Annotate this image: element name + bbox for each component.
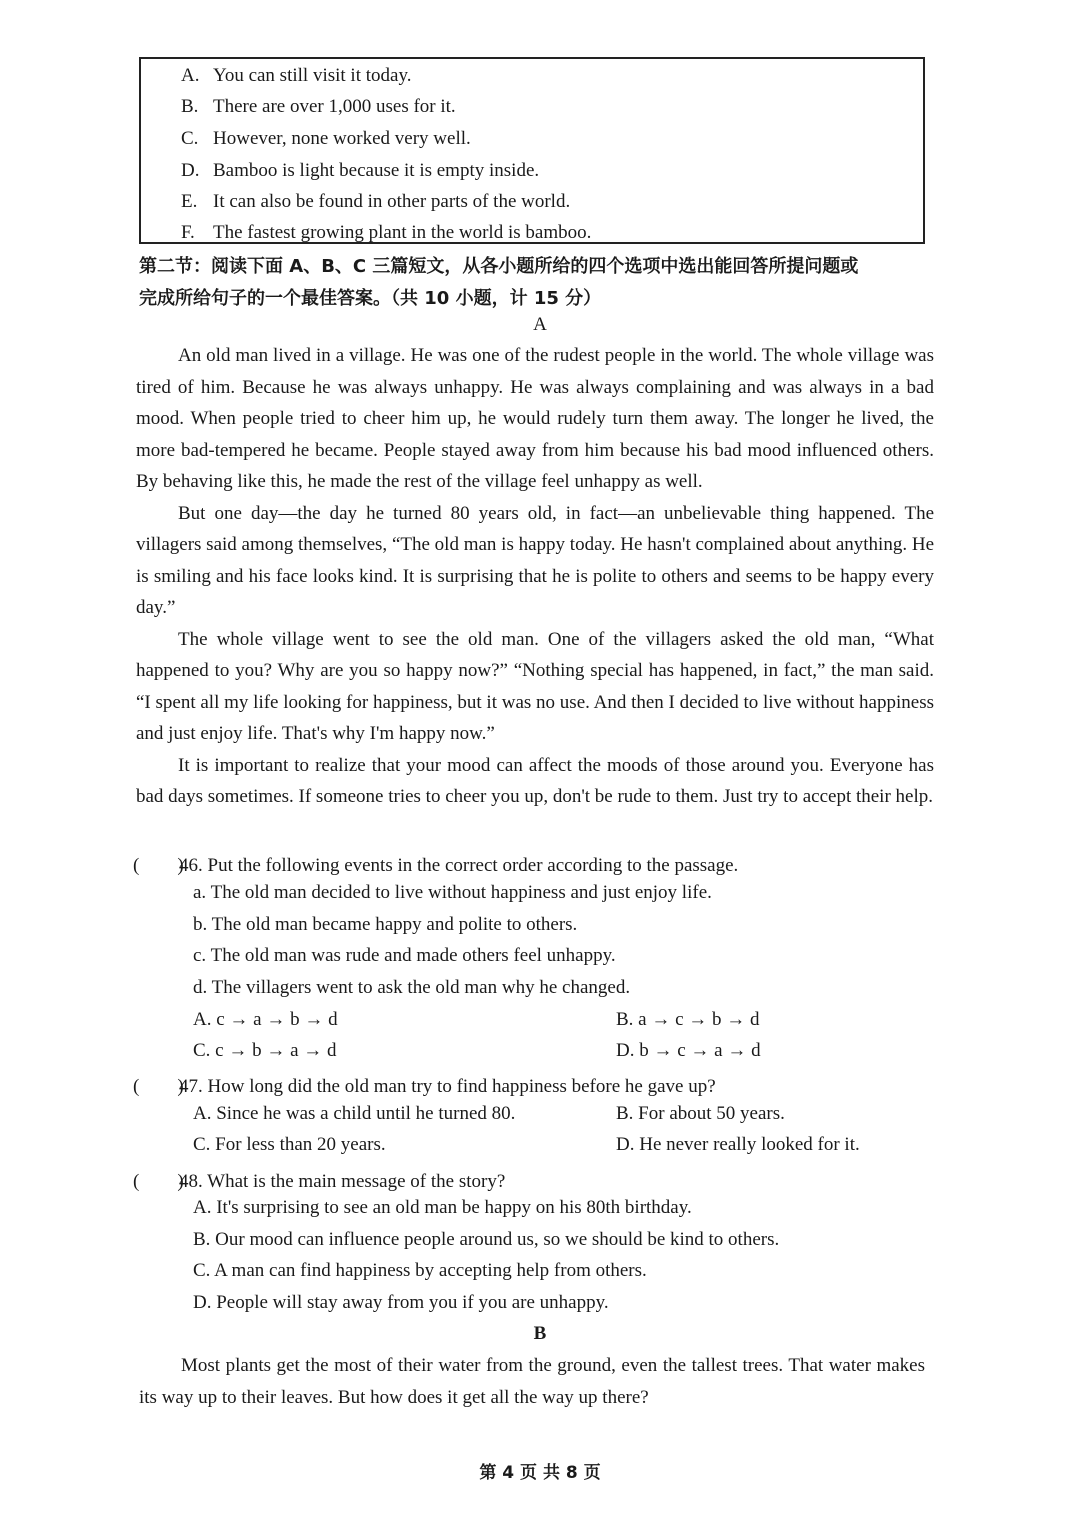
q47-choice-d[interactable]: D. He never really looked for it. — [616, 1134, 860, 1155]
answer-blank[interactable]: ( ) — [133, 1171, 184, 1192]
passage-a-body — [136, 340, 934, 813]
q46-choice-d[interactable]: D. b → c → a → d — [616, 1040, 761, 1061]
q47-choice-c[interactable]: C. For less than 20 years. — [193, 1134, 386, 1155]
q48-choice-d[interactable]: D. People will stay away from you if you are unhappy. — [193, 1292, 609, 1313]
q46-event-a: a. The old man decided to live without happiness and just enjoy life. — [193, 882, 712, 903]
q47-choice-a[interactable]: A. Since he was a child until he turned 80. — [193, 1103, 516, 1124]
q46-event-b: b. The old man became happy and polite to others. — [193, 914, 578, 935]
options-box — [139, 57, 925, 244]
passage-b-heading: B — [533, 1323, 547, 1344]
q48-choice-a[interactable]: A. It's surprising to see an old man be happy on his 80th birthday. — [193, 1197, 692, 1218]
question-46: ( )46. Put the following events in the correct order according to the passage. — [133, 850, 738, 877]
passage-b-body — [139, 1350, 925, 1413]
q46-event-c: c. The old man was rude and made others feel unhappy. — [193, 945, 616, 966]
passage-a-heading: A — [533, 314, 547, 335]
option-d: D. Bamboo is light because it is empty inside. — [181, 160, 540, 181]
q48-choice-c[interactable]: C. A man can find happiness by accepting help from others. — [193, 1260, 647, 1281]
option-f: F. The fastest growing plant in the world is bamboo. — [181, 222, 592, 243]
option-b: B. There are over 1,000 uses for it. — [181, 96, 456, 117]
q48-choice-b[interactable]: B. Our mood can influence people around us, so we should be kind to others. — [193, 1229, 780, 1250]
option-c: C. However, none worked very well. — [181, 128, 471, 149]
q46-event-d: d. The villagers went to ask the old man why he changed. — [193, 977, 631, 998]
page-footer: 第 4 页 共 8 页 — [479, 1463, 601, 1483]
answer-blank[interactable]: ( ) — [133, 1076, 184, 1097]
passage-a-paragraph-1: An old man lived in a village. He was one of the rudest people in the world. The whole village was tired of him. Because he was always unhappy. He was always complaining and was always in a bad mood. When people tried to cheer him up, he would rudely turn them away. The longer he lived, the more bad-tempered he became. People stayed away from him because his bad mood influenced others. By behaving like this, he made the rest of the village feel unhappy as well. — [136, 345, 934, 492]
q46-choice-a[interactable]: A. c → a → b → d — [193, 1009, 338, 1030]
option-e: E. It can also be found in other parts of the world. — [181, 191, 571, 212]
question-48: ( )48. What is the main message of the story? — [133, 1166, 505, 1193]
passage-a-paragraph-3: The whole village went to see the old man. One of the villagers asked the old man, “What happened to you? Why are you so happy now?” “Nothing special has happened, in fact,” the man said. “I spent all my life looking for happiness, but it was no use. And then I decided to live without happiness and just enjoy life. That's why I'm happy now.” — [136, 628, 934, 744]
passage-b-paragraph-1: Most plants get the most of their water from the ground, even the tallest trees. That water makes its way up to their leaves. But how does it get all the way up there? — [139, 1355, 925, 1408]
section-instruction-line2: 完成所给句子的一个最佳答案。（共 10 小题，计 15 分） — [139, 288, 602, 309]
question-47: ( )47. How long did the old man try to find happiness before he gave up? — [133, 1071, 716, 1098]
q46-choice-b[interactable]: B. a → c → b → d — [616, 1009, 760, 1030]
answer-blank[interactable]: ( ) — [133, 855, 184, 876]
section-instruction-line1: 第二节：阅读下面 A、B、C 三篇短文，从各小题所给的四个选项中选出能回答所提问题或 — [139, 256, 859, 277]
q46-choice-c[interactable]: C. c → b → a → d — [193, 1040, 337, 1061]
q47-choice-b[interactable]: B. For about 50 years. — [616, 1103, 785, 1124]
passage-a-paragraph-2: But one day—the day he turned 80 years old, in fact—an unbelievable thing happened. The villagers said among themselves, “The old man is happy today. He hasn't complained about anything. He is smiling and his face looks kind. It is surprising that he is polite to others and seems to be happy every day.” — [136, 502, 934, 618]
option-a: A. You can still visit it today. — [181, 65, 412, 86]
passage-a-paragraph-4: It is important to realize that your mood can affect the moods of those around you. Everyone has bad days sometimes. If someone tries to cheer you up, don't be rude to them. Just try to accept their help. — [136, 754, 934, 807]
